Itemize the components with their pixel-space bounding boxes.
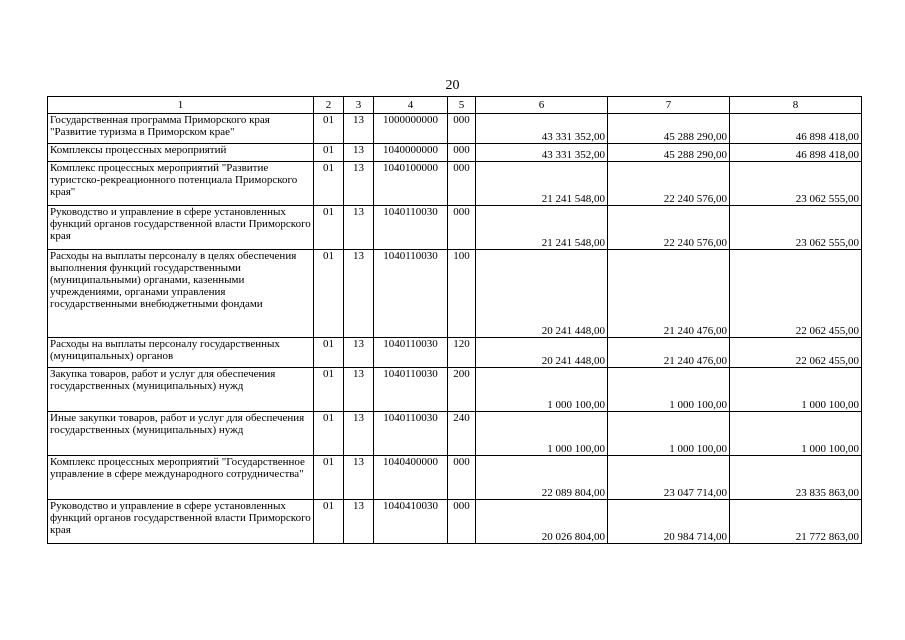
- column-header-4: 4: [374, 97, 448, 114]
- row-target-code: 1040110030: [374, 206, 448, 250]
- column-header-2: 2: [314, 97, 344, 114]
- column-header-6: 6: [476, 97, 608, 114]
- row-amount-6: 20 241 448,00: [476, 250, 608, 338]
- table-row: [48, 412, 862, 456]
- table-header: [48, 97, 862, 114]
- row-amount-7: 21 240 476,00: [608, 338, 730, 368]
- row-amount-6: 43 331 352,00: [476, 144, 608, 162]
- row-subsection: 13: [344, 368, 374, 412]
- row-section: 01: [314, 368, 344, 412]
- row-expense-type: 200: [448, 368, 476, 412]
- row-amount-7: 45 288 290,00: [608, 114, 730, 144]
- row-target-code: 1040110030: [374, 368, 448, 412]
- row-target-code: 1040400000: [374, 456, 448, 500]
- table-row: [48, 500, 862, 544]
- row-name: Иные закупки товаров, работ и услуг для обеспечения государственных (муниципальных) нужд: [48, 412, 314, 456]
- column-header-7: 7: [608, 97, 730, 114]
- row-amount-8: 46 898 418,00: [730, 144, 862, 162]
- page-number: 20: [445, 78, 460, 93]
- table-row: [48, 206, 862, 250]
- row-expense-type: 000: [448, 456, 476, 500]
- row-amount-7: 21 240 476,00: [608, 250, 730, 338]
- row-amount-8: 23 062 555,00: [730, 206, 862, 250]
- row-amount-7: 23 047 714,00: [608, 456, 730, 500]
- row-name: Государственная программа Приморского края "Развитие туризма в Приморском крае": [48, 114, 314, 144]
- row-target-code: 1040100000: [374, 162, 448, 206]
- row-amount-8: 23 062 555,00: [730, 162, 862, 206]
- row-expense-type: 000: [448, 206, 476, 250]
- row-expense-type: 000: [448, 144, 476, 162]
- row-target-code: 1040110030: [374, 250, 448, 338]
- row-name: Расходы на выплаты персоналу в целях обеспечения выполнения функций государственными (муниципальными) органами, казенными учреждениями, органами управления государственными внебюджетными фондами: [48, 250, 314, 338]
- row-subsection: 13: [344, 206, 374, 250]
- row-name: Комплексы процессных мероприятий: [48, 144, 314, 162]
- row-name: Комплекс процессных мероприятий "Развитие туристско-рекреационного потенциала Приморского края": [48, 162, 314, 206]
- row-subsection: 13: [344, 500, 374, 544]
- row-amount-6: 21 241 548,00: [476, 206, 608, 250]
- row-subsection: 13: [344, 162, 374, 206]
- row-amount-8: 1 000 100,00: [730, 368, 862, 412]
- row-amount-6: 43 331 352,00: [476, 114, 608, 144]
- row-expense-type: 240: [448, 412, 476, 456]
- row-amount-8: 46 898 418,00: [730, 114, 862, 144]
- budget-table: [47, 96, 862, 544]
- row-target-code: 1040110030: [374, 412, 448, 456]
- row-amount-6: 22 089 804,00: [476, 456, 608, 500]
- row-name: Закупка товаров, работ и услуг для обеспечения государственных (муниципальных) нужд: [48, 368, 314, 412]
- row-name: Расходы на выплаты персоналу государственных (муниципальных) органов: [48, 338, 314, 368]
- row-target-code: 1000000000: [374, 114, 448, 144]
- table-body: [48, 114, 862, 544]
- row-amount-6: 20 241 448,00: [476, 338, 608, 368]
- row-subsection: 13: [344, 114, 374, 144]
- row-expense-type: 000: [448, 114, 476, 144]
- row-subsection: 13: [344, 412, 374, 456]
- row-section: 01: [314, 250, 344, 338]
- row-amount-7: 20 984 714,00: [608, 500, 730, 544]
- row-amount-7: 22 240 576,00: [608, 206, 730, 250]
- table-row: [48, 456, 862, 500]
- row-amount-6: 21 241 548,00: [476, 162, 608, 206]
- row-expense-type: 120: [448, 338, 476, 368]
- header-row: [48, 97, 862, 114]
- row-subsection: 13: [344, 144, 374, 162]
- table-row: [48, 144, 862, 162]
- table-row: [48, 250, 862, 338]
- row-amount-8: 21 772 863,00: [730, 500, 862, 544]
- row-amount-6: 20 026 804,00: [476, 500, 608, 544]
- table-row: [48, 338, 862, 368]
- row-expense-type: 100: [448, 250, 476, 338]
- table-row: [48, 368, 862, 412]
- row-subsection: 13: [344, 456, 374, 500]
- row-amount-7: 1 000 100,00: [608, 412, 730, 456]
- column-header-3: 3: [344, 97, 374, 114]
- row-expense-type: 000: [448, 162, 476, 206]
- row-section: 01: [314, 338, 344, 368]
- row-name: Руководство и управление в сфере установленных функций органов государственной власти Приморского края: [48, 500, 314, 544]
- row-section: 01: [314, 500, 344, 544]
- table-row: [48, 114, 862, 144]
- row-name: Комплекс процессных мероприятий "Государственное управление в сфере международного сотрудничества": [48, 456, 314, 500]
- row-target-code: 1040000000: [374, 144, 448, 162]
- row-subsection: 13: [344, 250, 374, 338]
- row-target-code: 1040410030: [374, 500, 448, 544]
- row-section: 01: [314, 456, 344, 500]
- row-amount-7: 1 000 100,00: [608, 368, 730, 412]
- row-expense-type: 000: [448, 500, 476, 544]
- row-amount-7: 45 288 290,00: [608, 144, 730, 162]
- row-amount-8: 23 835 863,00: [730, 456, 862, 500]
- row-subsection: 13: [344, 338, 374, 368]
- row-name: Руководство и управление в сфере установленных функций органов государственной власти Приморского края: [48, 206, 314, 250]
- row-section: 01: [314, 114, 344, 144]
- row-amount-6: 1 000 100,00: [476, 412, 608, 456]
- row-target-code: 1040110030: [374, 338, 448, 368]
- row-section: 01: [314, 162, 344, 206]
- row-amount-7: 22 240 576,00: [608, 162, 730, 206]
- row-section: 01: [314, 144, 344, 162]
- column-header-1: 1: [48, 97, 314, 114]
- row-amount-8: 22 062 455,00: [730, 250, 862, 338]
- row-amount-8: 1 000 100,00: [730, 412, 862, 456]
- row-amount-8: 22 062 455,00: [730, 338, 862, 368]
- row-section: 01: [314, 206, 344, 250]
- column-header-5: 5: [448, 97, 476, 114]
- column-header-8: 8: [730, 97, 862, 114]
- row-section: 01: [314, 412, 344, 456]
- table-row: [48, 162, 862, 206]
- row-amount-6: 1 000 100,00: [476, 368, 608, 412]
